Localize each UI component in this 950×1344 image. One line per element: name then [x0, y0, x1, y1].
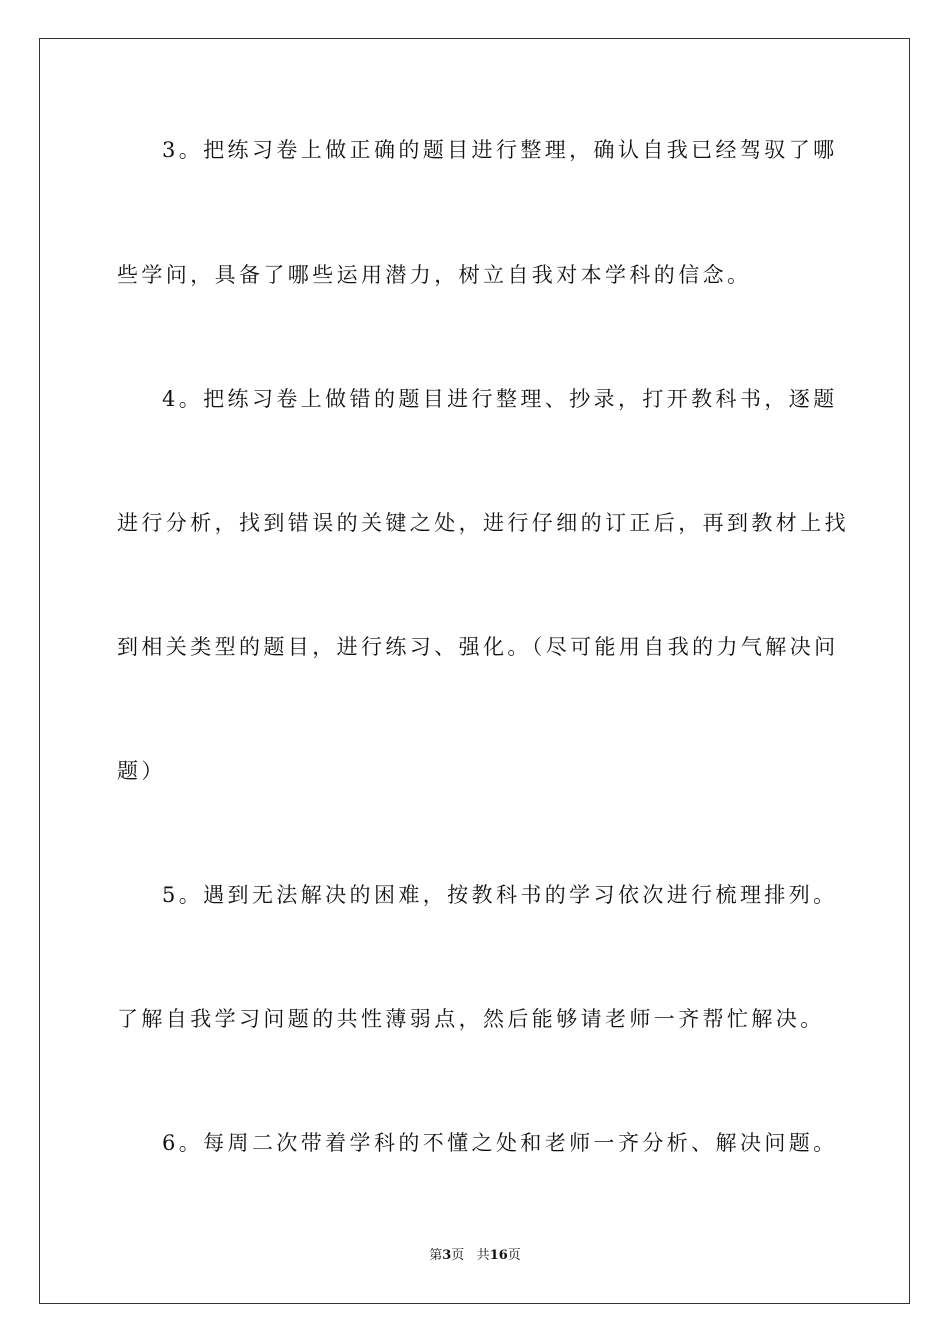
paragraph-4-line-2: 进行分析，找到错误的关键之处，进行仔细的订正后，再到教材上找 — [117, 511, 849, 535]
paragraph-5-line-1: 5。遇到无法解决的困难，按教科书的学习依次进行梳理排列。 — [162, 883, 838, 907]
total-pages-suffix: 页 — [507, 1248, 521, 1263]
paragraph-4-line-1: 4。把练习卷上做错的题目进行整理、抄录，打开教科书，逐题 — [162, 387, 838, 411]
page-number-suffix: 页 — [451, 1248, 465, 1263]
page-footer — [0, 1247, 950, 1265]
page-border — [39, 38, 910, 1304]
page-number-prefix: 第 — [429, 1248, 443, 1263]
current-page-number: 3 — [442, 1248, 452, 1263]
paragraph-3-line-2: 些学问，具备了哪些运用潜力，树立自我对本学科的信念。 — [117, 263, 752, 287]
paragraph-4-line-3: 到相关类型的题目，进行练习、强化。（尽可能用自我的力气解决问 — [117, 635, 839, 659]
paragraph-4-line-4: 题） — [117, 759, 166, 783]
paragraph-3-line-1: 3。把练习卷上做正确的题目进行整理，确认自我已经驾驭了哪 — [162, 138, 838, 162]
paragraph-6-line-1: 6。每周二次带着学科的不懂之处和老师一齐分析、解决问题。 — [162, 1131, 838, 1155]
paragraph-5-line-2: 了解自我学习问题的共性薄弱点，然后能够请老师一齐帮忙解决。 — [117, 1007, 825, 1031]
total-page-count: 16 — [489, 1248, 508, 1263]
total-pages-prefix: 共 — [476, 1248, 490, 1263]
